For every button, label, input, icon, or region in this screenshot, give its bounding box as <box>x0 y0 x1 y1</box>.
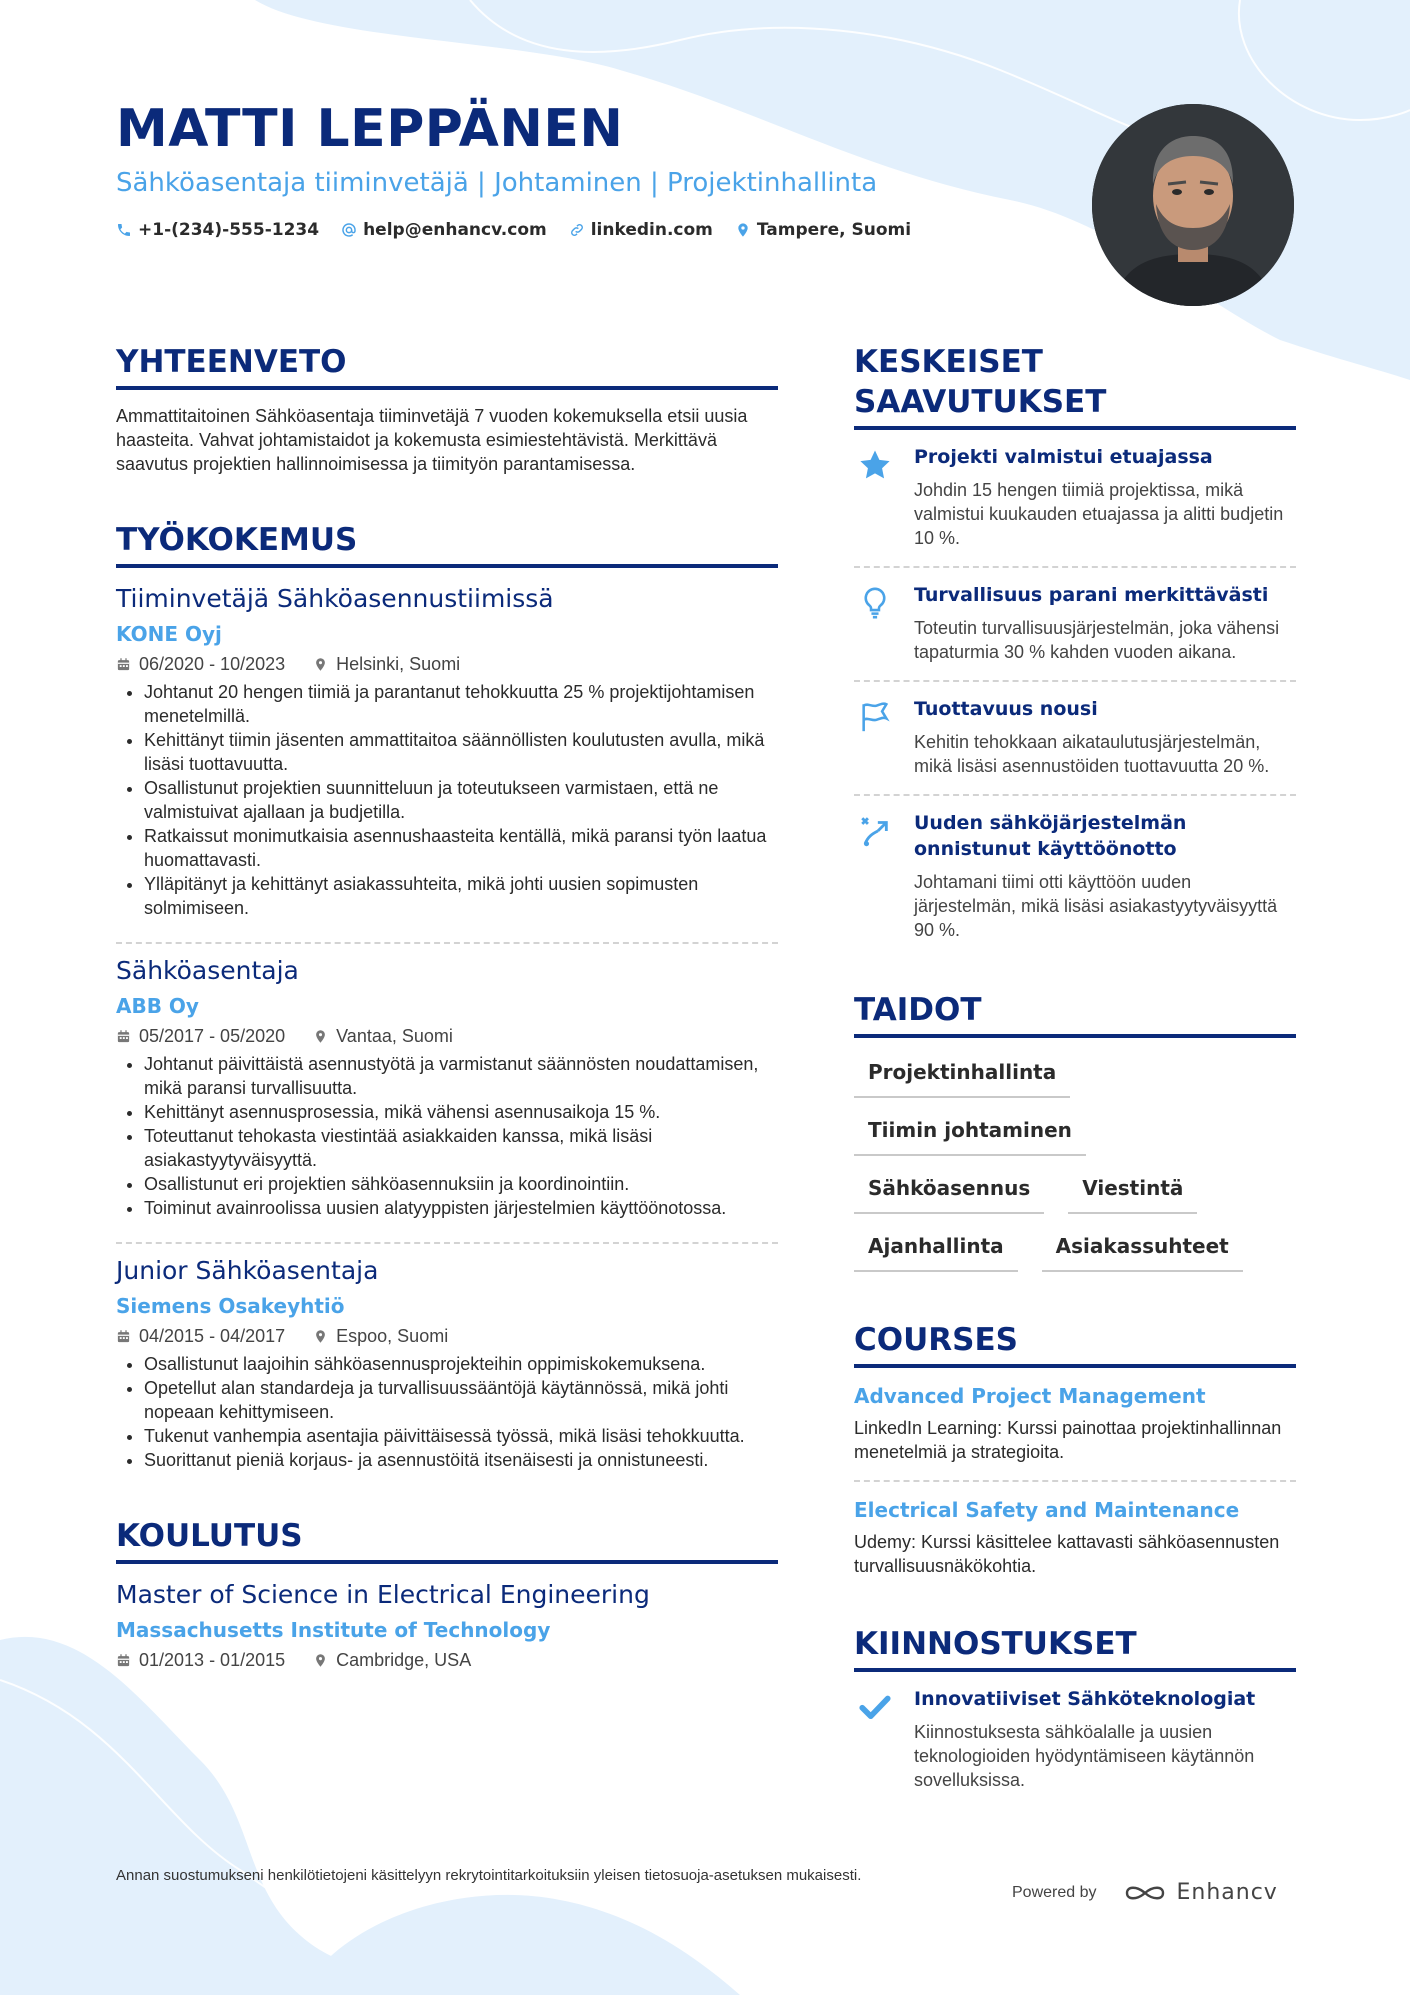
education-school: Massachusetts Institute of Technology <box>116 1618 551 1642</box>
course-desc: LinkedIn Learning: Kurssi painottaa projektinhallinnan menetelmiä ja strategioita. <box>854 1418 1282 1462</box>
skill-tag: Viestintä <box>1068 1174 1197 1214</box>
contact-linkedin-text: linkedin.com <box>590 220 713 240</box>
achievement-title: Uuden sähköjärjestelmän onnistunut käyttöönotto <box>914 812 1187 860</box>
contact-linkedin[interactable] <box>569 220 713 240</box>
job-dates <box>116 1324 285 1348</box>
job-location-text: Espoo, Suomi <box>336 1326 449 1346</box>
job-bullet: • Johtanut 20 hengen tiimiä ja parantanut tehokkuutta 25 % projektijohtamisen menetelmillä. <box>144 680 778 728</box>
brand-name: Enhancv <box>1176 1880 1278 1905</box>
achievement-item <box>854 696 1296 778</box>
achievement-title: Tuottavuus nousi <box>914 698 1098 720</box>
course-item <box>854 1496 1296 1578</box>
education-meta <box>116 1648 778 1672</box>
contact-phone[interactable] <box>116 220 319 240</box>
resume-header <box>116 98 1016 240</box>
contact-location-text: Tampere, Suomi <box>756 220 912 240</box>
course-item <box>854 1382 1296 1464</box>
achievement-desc: Johdin 15 hengen tiimiä projektissa, mikä valmistui kuukauden etuajassa ja alitti budjetin 10 %. <box>914 480 1284 548</box>
location-pin-icon <box>313 1653 328 1668</box>
contact-bar <box>116 220 1016 240</box>
phone-icon <box>116 222 132 238</box>
job-bullet: • Toiminut avainroolissa uusien alatyyppisten järjestelmien käyttöönotossa. <box>144 1196 778 1220</box>
interest-item <box>854 1686 1296 1792</box>
job-bullet: • Toteuttanut tehokasta viestintää asiakkaiden kanssa, mikä lisäsi asiakastyytyväisyyttä. <box>144 1124 778 1172</box>
skills-list <box>854 1058 1296 1272</box>
job-dates <box>116 1024 285 1048</box>
star-icon <box>858 448 892 482</box>
job-location <box>313 1024 453 1048</box>
avatar-portrait-icon <box>1092 104 1294 306</box>
job-bullet: • Tukenut vanhempia asentajia päivittäisessä työssä, mikä lisäsi tehokkuutta. <box>144 1424 778 1448</box>
achievement-desc: Johtamani tiimi otti käyttöön uuden järjestelmän, mikä lisäsi asiakastyytyväisyyttä 90 %. <box>914 872 1278 940</box>
enhancv-logo-icon <box>1123 1881 1167 1905</box>
skill-tag: Projektinhallinta <box>854 1058 1070 1098</box>
divider <box>854 680 1296 682</box>
interest-title: Innovatiiviset Sähköteknologiat <box>914 1688 1256 1710</box>
skill-tag: Asiakassuhteet <box>1042 1232 1243 1272</box>
job-bullet: • Ratkaissut monimutkaisia asennushaasteita kentällä, mikä paransi työn laatua huomattavasti. <box>144 824 778 872</box>
job-entry-2 <box>116 954 778 1230</box>
job-company: KONE Oyj <box>116 622 222 646</box>
achievement-title: Turvallisuus parani merkittävästi <box>914 584 1269 606</box>
contact-phone-text: +1-(234)-555-1234 <box>138 220 320 240</box>
job-bullet: • Johtanut päivittäistä asennustyötä ja varmistanut säännösten noudattamisen, mikä paransi turvallisuutta. <box>144 1052 778 1100</box>
job-company: Siemens Osakeyhtiö <box>116 1294 345 1318</box>
achievement-title: Projekti valmistui etuajassa <box>914 446 1213 468</box>
course-desc: Udemy: Kurssi käsittelee kattavasti sähköasennusten turvallisuusnäkökohtia. <box>854 1532 1280 1576</box>
at-icon <box>341 222 357 238</box>
job-bullets <box>116 1352 778 1472</box>
left-column <box>116 342 778 1682</box>
job-location-text: Vantaa, Suomi <box>336 1026 453 1046</box>
skill-tag: Sähköasennus <box>854 1174 1044 1214</box>
job-bullet: • Kehittänyt asennusprosessia, mikä vähensi asennusaikoja 15 %. <box>144 1100 778 1124</box>
job-title: Sähköasentaja <box>116 956 299 985</box>
achievements-title: KESKEISET SAAVUTUKSET <box>854 342 1296 430</box>
job-bullet: • Osallistunut eri projektien sähköasennuksiin ja koordinointiin. <box>144 1172 778 1196</box>
courses-title: COURSES <box>854 1320 1296 1368</box>
job-dates <box>116 652 285 676</box>
divider <box>116 1242 778 1244</box>
job-bullet: • Osallistunut laajoihin sähköasennusprojekteihin oppimiskokemuksena. <box>144 1352 778 1376</box>
calendar-icon <box>116 657 131 672</box>
achievement-item <box>854 582 1296 664</box>
achievement-item <box>854 810 1296 942</box>
check-icon <box>858 1690 892 1724</box>
job-bullet: • Suorittanut pieniä korjaus- ja asennustöitä itsenäisesti ja onnistuneesti. <box>144 1448 778 1472</box>
course-title: Electrical Safety and Maintenance <box>854 1498 1240 1522</box>
consent-text: Annan suostumukseni henkilötietojeni käsittelyyn rekrytointitarkoituksiin yleisen tietosuoja-asetuksen mukaisesti. <box>116 1867 862 1884</box>
job-bullet: • Ylläpitänyt ja kehittänyt asiakassuhteita, mikä johti uusien sopimusten solmimiseen. <box>144 872 778 920</box>
divider <box>854 794 1296 796</box>
education-dates-text: 01/2013 - 01/2015 <box>139 1650 286 1670</box>
job-location <box>313 652 460 676</box>
contact-email[interactable] <box>341 220 547 240</box>
summary-text: Ammattitaitoinen Sähköasentaja tiiminvetäjä 7 vuoden kokemuksella etsii uusia haasteita. Vahvat johtamistaidot ja kokemusta esimiestehtävistä. Merkittävä saavutus projektien hallinnoimisessa ja tiimityön parantamisessa. <box>116 406 748 474</box>
achievement-item <box>854 444 1296 550</box>
skills-title: TAIDOT <box>854 990 1296 1038</box>
job-title: Junior Sähköasentaja <box>116 1256 379 1285</box>
calendar-icon <box>116 1653 131 1668</box>
job-bullets <box>116 680 778 920</box>
divider <box>116 942 778 944</box>
divider <box>854 566 1296 568</box>
skill-tag: Tiimin johtaminen <box>854 1116 1086 1156</box>
powered-by-label: Powered by <box>1012 1883 1097 1901</box>
experience-title: TYÖKOKEMUS <box>116 520 778 568</box>
education-dates <box>116 1648 285 1672</box>
course-title: Advanced Project Management <box>854 1384 1206 1408</box>
education-entry <box>116 1578 778 1682</box>
link-icon <box>569 222 585 238</box>
contact-location <box>735 220 911 240</box>
job-location-text: Helsinki, Suomi <box>336 654 461 674</box>
brand-logo <box>1123 1880 1278 1905</box>
education-location <box>313 1648 471 1672</box>
job-meta <box>116 652 778 676</box>
candidate-name: MATTI LEPPÄNEN <box>116 99 624 159</box>
job-dates-text: 05/2017 - 05/2020 <box>139 1026 286 1046</box>
job-location <box>313 1324 448 1348</box>
lightbulb-icon <box>858 586 892 620</box>
profile-photo <box>1092 104 1294 306</box>
powered-by[interactable] <box>1012 1880 1278 1905</box>
job-entry-1 <box>116 582 778 930</box>
location-pin-icon <box>735 222 751 238</box>
calendar-icon <box>116 1329 131 1344</box>
job-bullet: • Osallistunut projektien suunnitteluun ja toteutukseen varmistaen, että ne valmistuivat ajallaan ja budjetilla. <box>144 776 778 824</box>
job-bullet: • Kehittänyt tiimin jäsenten ammattitaitoa säännöllisten koulutusten avulla, mikä lisäsi tuottavuutta. <box>144 728 778 776</box>
location-pin-icon <box>313 1029 328 1044</box>
job-bullets <box>116 1052 778 1220</box>
contact-email-text: help@enhancv.com <box>363 220 547 240</box>
interest-desc: Kiinnostuksesta sähköalalle ja uusien teknologioiden hyödyntämiseen käytännön sovelluksissa. <box>914 1722 1255 1790</box>
job-dates-text: 04/2015 - 04/2017 <box>139 1326 286 1346</box>
divider <box>854 1480 1296 1482</box>
calendar-icon <box>116 1029 131 1044</box>
job-title: Tiiminvetäjä Sähköasennustiimissä <box>116 584 554 613</box>
summary-title: YHTEENVETO <box>116 342 778 390</box>
interests-title: KIINNOSTUKSET <box>854 1624 1296 1672</box>
achievement-desc: Kehitin tehokkaan aikataulutusjärjestelmän, mikä lisäsi asennustöiden tuottavuutta 20 %. <box>914 732 1270 776</box>
education-title: KOULUTUS <box>116 1516 778 1564</box>
job-bullet: • Opetellut alan standardeja ja turvallisuussääntöjä käytännössä, mikä johti nopeaan kehittymiseen. <box>144 1376 778 1424</box>
education-degree: Master of Science in Electrical Engineering <box>116 1580 650 1609</box>
job-meta <box>116 1024 778 1048</box>
job-entry-3 <box>116 1254 778 1482</box>
job-meta <box>116 1324 778 1348</box>
flag-icon <box>858 700 892 734</box>
education-location-text: Cambridge, USA <box>336 1650 472 1670</box>
location-pin-icon <box>313 657 328 672</box>
candidate-subtitle: Sähköasentaja tiiminvetäjä | Johtaminen | Projektinhallinta <box>116 168 878 198</box>
skill-tag: Ajanhallinta <box>854 1232 1018 1272</box>
job-company: ABB Oy <box>116 994 199 1018</box>
location-pin-icon <box>313 1329 328 1344</box>
right-column <box>854 342 1296 1792</box>
job-dates-text: 06/2020 - 10/2023 <box>139 654 286 674</box>
achievement-desc: Toteutin turvallisuusjärjestelmän, joka vähensi tapaturmia 30 % kahden vuoden aikana. <box>914 618 1280 662</box>
strategy-icon <box>858 814 892 848</box>
